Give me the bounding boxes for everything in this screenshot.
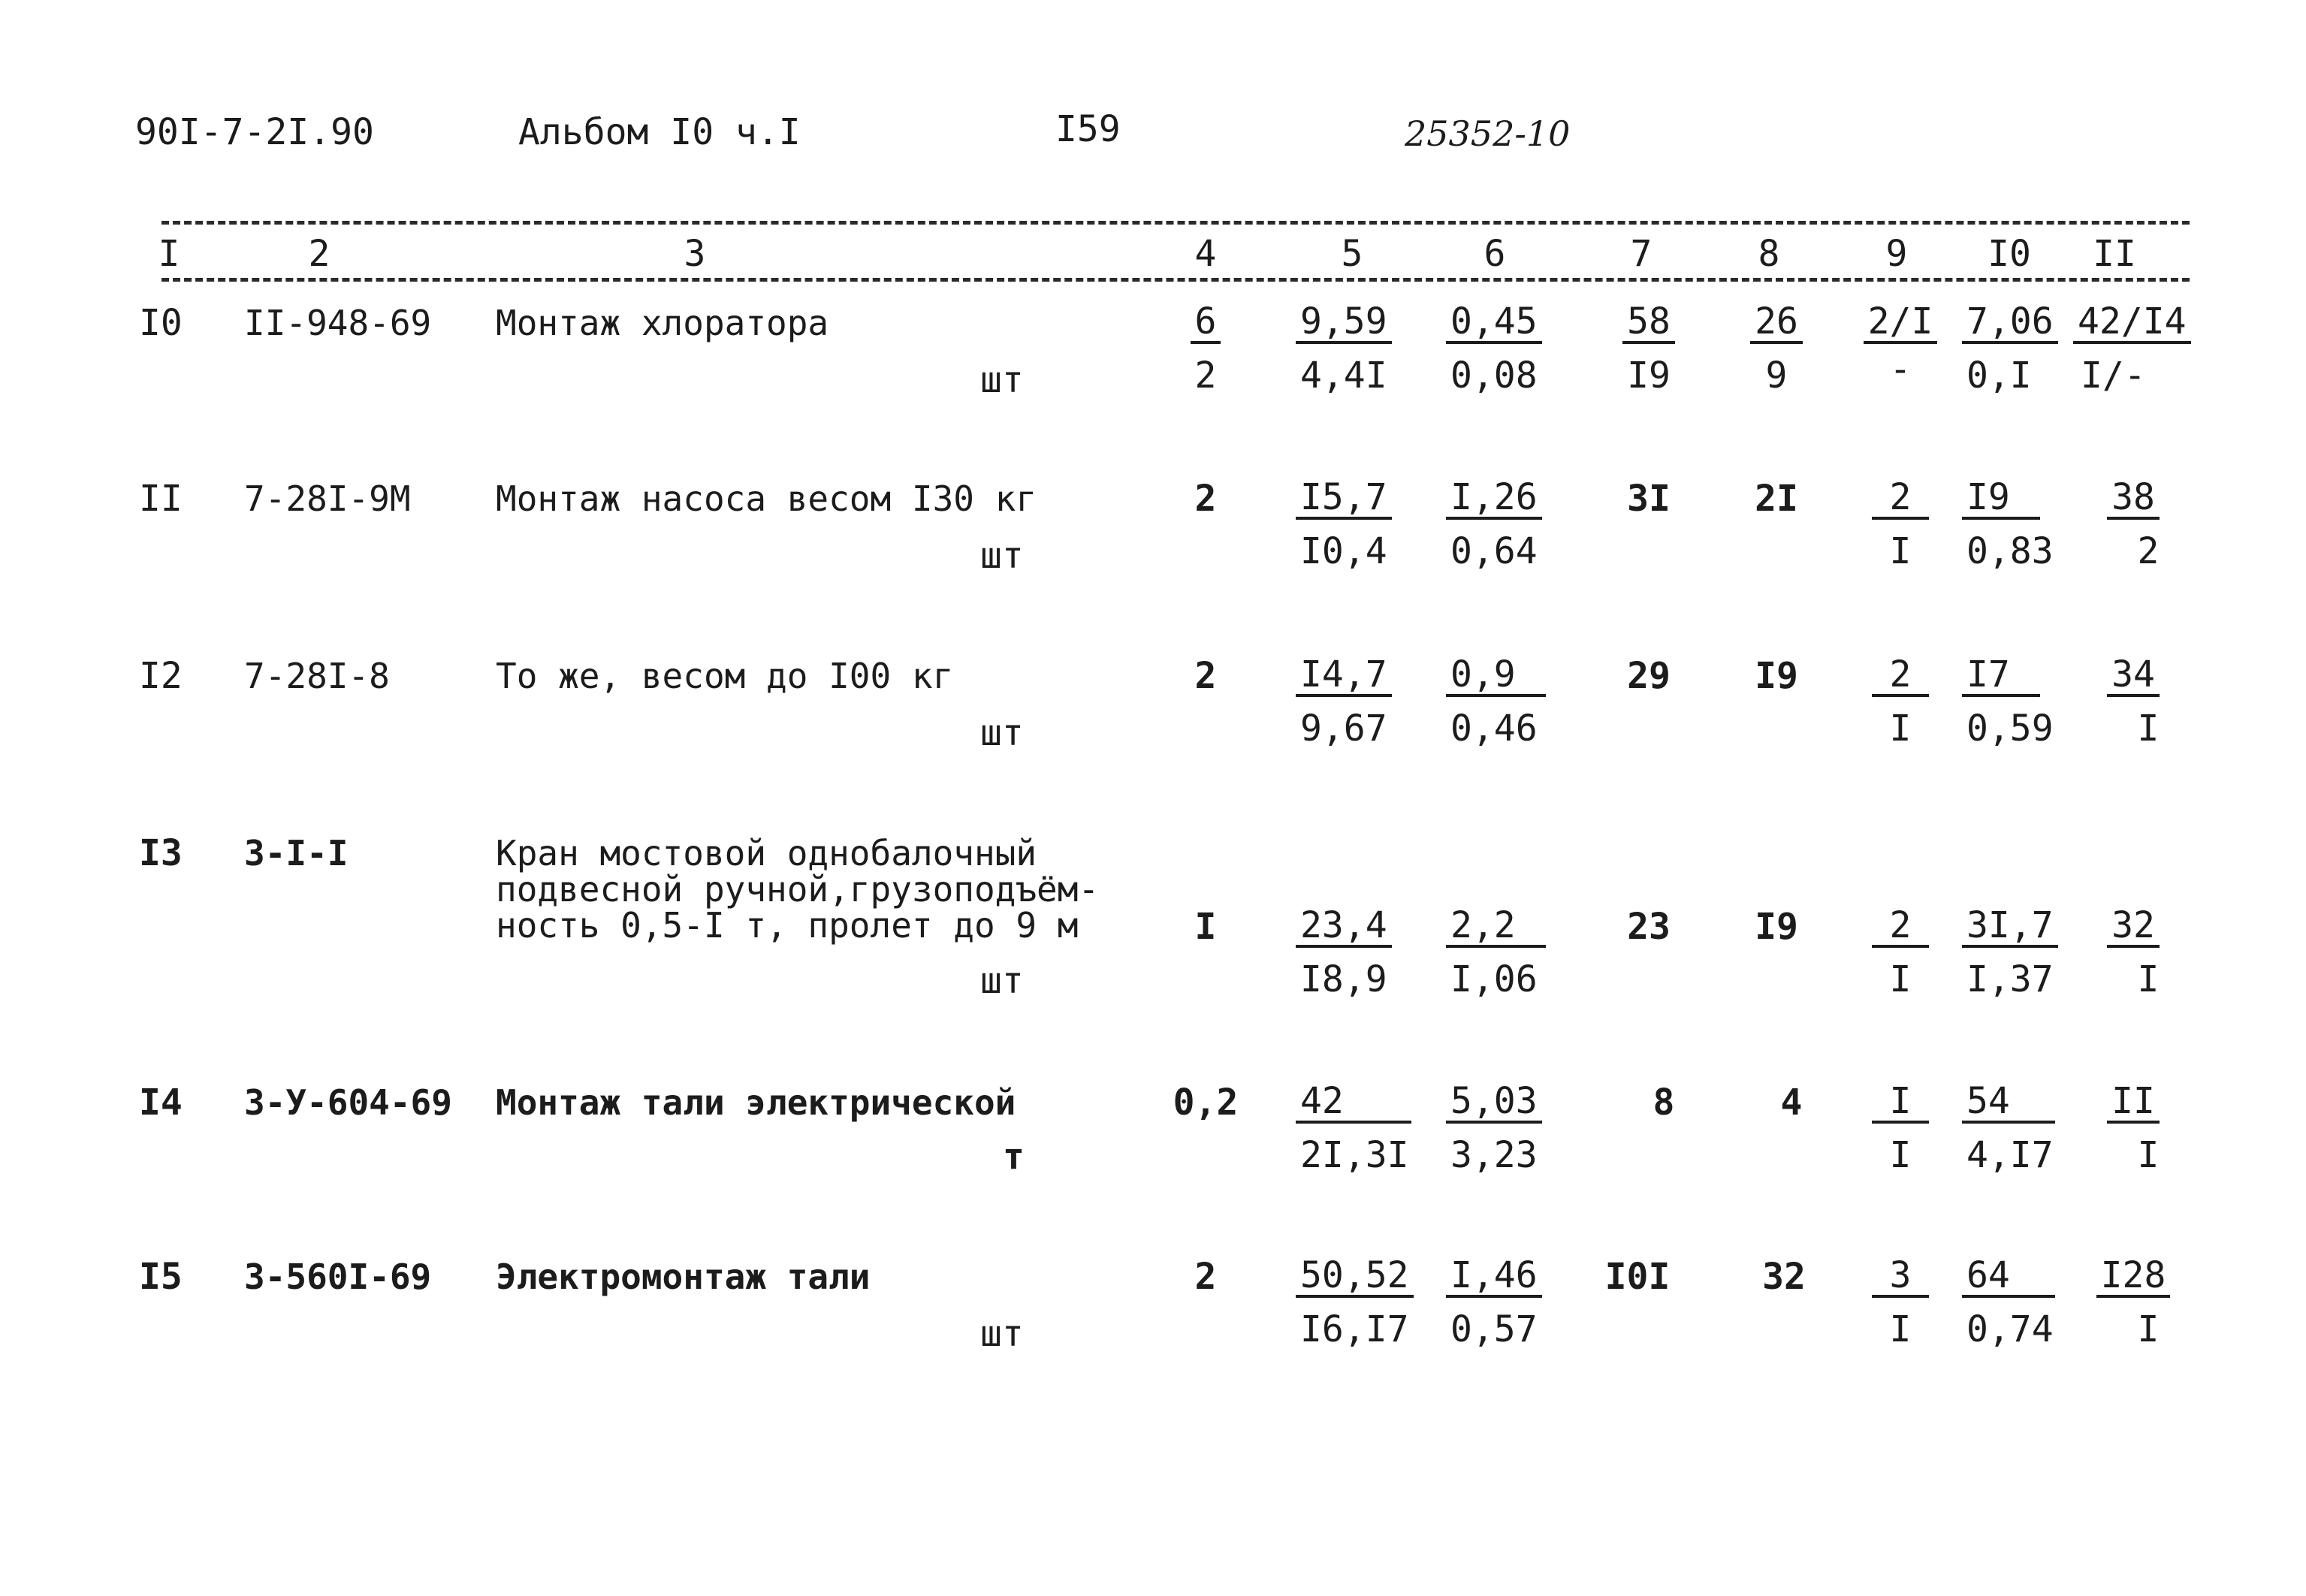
col11-bottom: I bbox=[2137, 958, 2160, 1000]
norm-code: 7-28I-8 bbox=[244, 656, 390, 696]
col10-bottom: 0,83 bbox=[1966, 530, 2054, 572]
col5-bottom: 4,4I bbox=[1300, 354, 1387, 397]
col6-bottom: 0,57 bbox=[1450, 1308, 1538, 1350]
col5-bottom: I6,I7 bbox=[1300, 1308, 1409, 1350]
col4-value: 2 bbox=[1194, 1256, 1217, 1298]
column-number: 5 bbox=[1341, 233, 1363, 275]
row-number: I2 bbox=[139, 655, 183, 697]
col6-top: I,46 bbox=[1446, 1254, 1542, 1298]
col9-top: 2 bbox=[1859, 904, 1942, 948]
norm-code: II-948-69 bbox=[244, 303, 432, 343]
col7-bottom: I9 bbox=[1627, 354, 1671, 397]
col9-bottom: I bbox=[1889, 1308, 1912, 1350]
col8-value: I9 bbox=[1755, 906, 1798, 948]
col4-value: 0,2 bbox=[1173, 1082, 1239, 1124]
col8-value: 32 bbox=[1762, 1256, 1806, 1298]
col6-top: I,26 bbox=[1446, 476, 1542, 520]
column-number: 7 bbox=[1630, 233, 1653, 275]
row-number: I3 bbox=[139, 832, 183, 874]
unit-label: шт bbox=[980, 712, 1024, 754]
col6-top: 2,2 bbox=[1446, 904, 1546, 948]
col5-top: 42 bbox=[1296, 1080, 1411, 1124]
col10-top: 54 bbox=[1962, 1080, 2055, 1124]
col10-bottom: 0,59 bbox=[1966, 707, 2054, 750]
col11-top: II bbox=[2088, 1080, 2178, 1124]
col9-bottom: I bbox=[1889, 958, 1912, 1000]
col5-top: I5,7 bbox=[1296, 476, 1392, 520]
col9-top: I bbox=[1859, 1080, 1942, 1124]
work-description: Монтаж тали электрической bbox=[496, 1082, 1016, 1123]
col6-bottom: 0,64 bbox=[1450, 530, 1538, 572]
col10-top: I9 bbox=[1962, 476, 2040, 520]
col11-top: 34 bbox=[2088, 653, 2178, 697]
work-description: Монтаж насоса весом I30 кг bbox=[496, 478, 1037, 519]
header-rule-top bbox=[161, 221, 2190, 225]
col6-top: 0,45 bbox=[1446, 300, 1542, 344]
col10-bottom: 4,I7 bbox=[1966, 1134, 2054, 1176]
col11-top: 32 bbox=[2088, 904, 2178, 948]
col11-bottom: 2 bbox=[2137, 530, 2160, 572]
col4-value: 2 bbox=[1194, 655, 1217, 697]
col10-top: 3I,7 bbox=[1962, 904, 2058, 948]
col9-bottom: I bbox=[1889, 707, 1912, 750]
row-number: I5 bbox=[139, 1256, 183, 1298]
col7-value: 8 bbox=[1653, 1082, 1675, 1124]
col5-top: I4,7 bbox=[1296, 653, 1392, 697]
unit-label: шт bbox=[980, 1313, 1024, 1355]
col11-bottom: I bbox=[2137, 1308, 2160, 1350]
row-number: I0 bbox=[139, 302, 183, 344]
column-number: 9 bbox=[1885, 233, 1908, 275]
col4-top: 6 bbox=[1172, 300, 1239, 344]
column-number: 6 bbox=[1484, 233, 1506, 275]
row-number: II bbox=[139, 478, 183, 520]
col11-top: 42/I4 bbox=[2073, 300, 2191, 344]
document-code: 90I-7-2I.90 bbox=[135, 111, 374, 153]
row-number: I4 bbox=[139, 1082, 183, 1124]
col10-bottom: I,37 bbox=[1966, 958, 2054, 1000]
col9-top: 2 bbox=[1859, 653, 1942, 697]
col6-bottom: 0,46 bbox=[1450, 707, 1538, 750]
work-description: Электромонтаж тали bbox=[496, 1257, 871, 1297]
column-number: I bbox=[158, 233, 180, 275]
work-description: Монтаж хлоратора bbox=[496, 303, 829, 343]
col10-top: I7 bbox=[1962, 653, 2040, 697]
col7-value: 23 bbox=[1627, 906, 1671, 948]
norm-code: 3-560I-69 bbox=[244, 1257, 432, 1297]
col6-bottom: 3,23 bbox=[1450, 1134, 1538, 1176]
col9-top: 3 bbox=[1859, 1254, 1942, 1298]
col6-top: 0,9 bbox=[1446, 653, 1546, 697]
unit-label: шт bbox=[980, 960, 1024, 1002]
col4-value: 2 bbox=[1194, 478, 1217, 520]
col7-value: 29 bbox=[1627, 655, 1671, 697]
col4-bottom: 2 bbox=[1194, 354, 1217, 397]
col7-top: 58 bbox=[1615, 300, 1683, 344]
column-number: I0 bbox=[1988, 233, 2031, 275]
col11-bottom: I bbox=[2137, 707, 2160, 750]
column-number: II bbox=[2093, 233, 2136, 275]
archive-stamp: 25352-10 bbox=[1405, 113, 1571, 154]
col6-top: 5,03 bbox=[1446, 1080, 1542, 1124]
col9-bottom: - bbox=[1889, 348, 1912, 391]
column-number: 2 bbox=[308, 233, 331, 275]
page-number: I59 bbox=[1055, 108, 1121, 150]
column-number: 3 bbox=[684, 233, 706, 275]
col9-top: 2/I bbox=[1859, 300, 1942, 344]
col10-top: 64 bbox=[1962, 1254, 2055, 1298]
col8-bottom: 9 bbox=[1765, 354, 1788, 397]
col11-top: I28 bbox=[2088, 1254, 2178, 1298]
col7-value: I0I bbox=[1604, 1256, 1671, 1298]
col8-value: I9 bbox=[1755, 655, 1798, 697]
col6-bottom: 0,08 bbox=[1450, 354, 1538, 397]
unit-label: шт bbox=[980, 535, 1024, 577]
col7-value: 3I bbox=[1627, 478, 1671, 520]
col10-bottom: 0,I bbox=[1966, 354, 2032, 397]
col8-value: 4 bbox=[1780, 1082, 1803, 1124]
work-description: Кран мостовой однобалочный подвесной ручной,грузоподъём- ность 0,5-I т, пролет до 9 м bbox=[496, 833, 1100, 946]
col5-bottom: I0,4 bbox=[1300, 530, 1387, 572]
col5-top: 9,59 bbox=[1296, 300, 1392, 344]
col8-top: 26 bbox=[1743, 300, 1810, 344]
norm-code: 3-I-I bbox=[244, 833, 349, 873]
col9-bottom: I bbox=[1889, 1134, 1912, 1176]
unit-label: т bbox=[1003, 1136, 1025, 1178]
col5-top: 23,4 bbox=[1296, 904, 1392, 948]
col6-bottom: I,06 bbox=[1450, 958, 1538, 1000]
column-number: 8 bbox=[1758, 233, 1780, 275]
col10-top: 7,06 bbox=[1962, 300, 2058, 344]
col11-bottom: I bbox=[2137, 1134, 2160, 1176]
album-label: Альбом I0 ч.I bbox=[518, 111, 801, 153]
col5-top: 50,52 bbox=[1296, 1254, 1414, 1298]
col10-bottom: 0,74 bbox=[1966, 1308, 2054, 1350]
col11-top: 38 bbox=[2088, 476, 2178, 520]
col5-bottom: 9,67 bbox=[1300, 707, 1387, 750]
col4-value: I bbox=[1194, 906, 1217, 948]
work-description: То же, весом до I00 кг bbox=[496, 656, 954, 696]
column-number: 4 bbox=[1194, 233, 1217, 275]
col11-bottom: I/- bbox=[2081, 354, 2146, 397]
col5-bottom: I8,9 bbox=[1300, 958, 1387, 1000]
norm-code: 7-28I-9М bbox=[244, 478, 411, 519]
col8-value: 2I bbox=[1755, 478, 1798, 520]
unit-label: шт bbox=[980, 359, 1024, 401]
col5-bottom: 2I,3I bbox=[1300, 1134, 1409, 1176]
norm-code: 3-У-604-69 bbox=[244, 1082, 452, 1123]
header-rule-bottom bbox=[161, 278, 2190, 282]
col9-top: 2 bbox=[1859, 476, 1942, 520]
col9-bottom: I bbox=[1889, 530, 1912, 572]
